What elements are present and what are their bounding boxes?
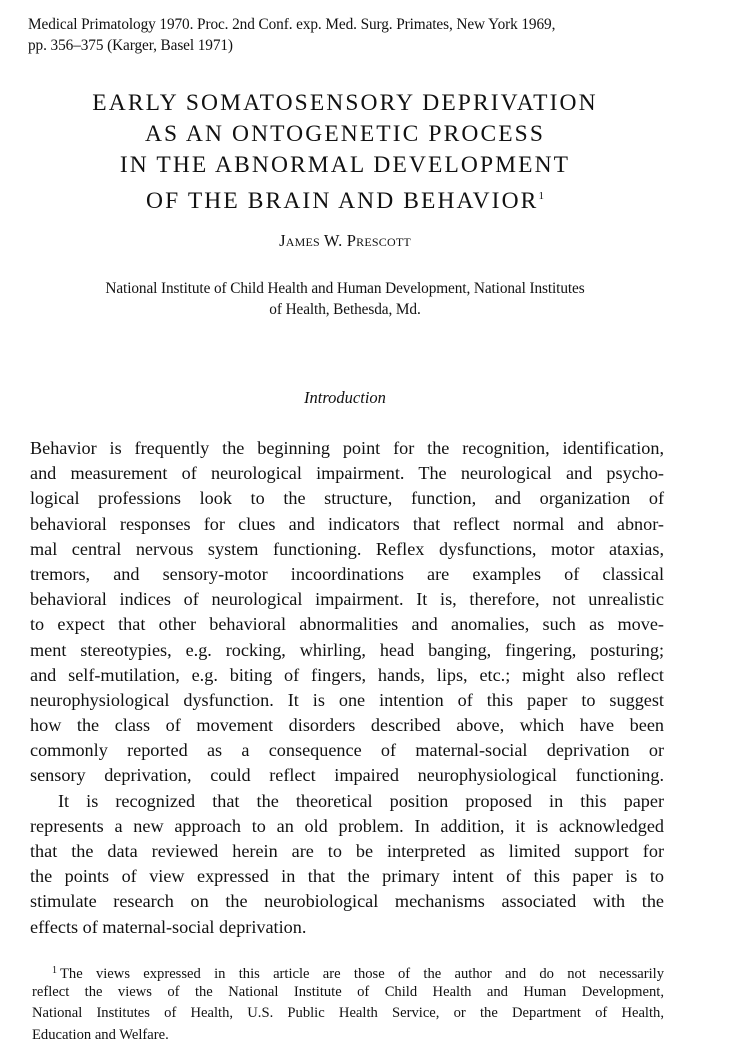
- text-line: how the class of movement disorders described above, which have been: [30, 715, 664, 736]
- text-line: represents a new approach to an old problem. In addition, it is acknowledged: [30, 815, 664, 836]
- text-line: logical professions look to the structure, function, and organization of: [30, 488, 664, 509]
- footnote-line: National Institutes of Health, U.S. Public Health Service, or the Department of Health,: [32, 1005, 664, 1021]
- text-line: Behavior is frequently the beginning point for the recognition, identification,: [30, 438, 664, 458]
- text-line: commonly reported as a consequence of maternal-social deprivation or: [30, 740, 664, 761]
- text-line: ment stereotypies, e.g. rocking, whirling, head banging, fingering, posturing;: [30, 639, 664, 660]
- title-line: EARLY SOMATOSENSORY DEPRIVATION: [92, 90, 598, 116]
- footnote-line-text: The views expressed in this article are those of the author and do not necessarily: [60, 966, 664, 982]
- text-line: mal central nervous system functioning. Reflex dysfunctions, motor ataxias,: [30, 538, 664, 559]
- title-line-text: OF THE BRAIN AND BEHAVIOR: [146, 188, 539, 214]
- author-name: James W. Prescott: [279, 231, 411, 250]
- text-line: effects of maternal-social deprivation.: [30, 916, 307, 937]
- text-line: behavioral indices of neurological impairment. It is, therefore, not unrealistic: [30, 589, 664, 610]
- citation-header: [28, 14, 728, 56]
- footnote: [32, 960, 664, 1046]
- paragraph-1: [30, 436, 664, 789]
- title-line: IN THE ABNORMAL DEVELOPMENT: [119, 152, 571, 178]
- text-line: that the data reviewed herein are to be interpreted as limited support for: [30, 841, 664, 861]
- paper-title: [0, 88, 690, 217]
- footnote-line: Education and Welfare.: [32, 1026, 169, 1043]
- text-line: sensory deprivation, could reflect impaired neurophysiological functioning.: [30, 765, 664, 786]
- text-line: behavioral responses for clues and indicators that reflect normal and abnor-: [30, 513, 664, 534]
- text-line: the points of view expressed in that the primary intent of this paper is to: [30, 866, 664, 887]
- text-line: stimulate research on the neurobiological mechanisms associated with the: [30, 891, 664, 912]
- body-text: [30, 436, 664, 940]
- author-affiliation: [0, 278, 690, 320]
- text-line: It is recognized that the theoretical position proposed in this paper: [58, 790, 664, 811]
- text-line: to expect that other behavioral abnormalities and anomalies, such as move-: [30, 614, 664, 635]
- footnote-line: reflect the views of the National Institute of Child Health and Human Development,: [32, 983, 664, 1000]
- paragraph-2: [30, 789, 664, 940]
- footnote-marker: 1: [52, 965, 57, 976]
- citation-line: pp. 356–375 (Karger, Basel 1971): [28, 37, 233, 54]
- title-line: AS AN ONTOGENETIC PROCESS: [144, 121, 546, 147]
- text-line: tremors, and sensory-motor incoordinations are examples of classical: [30, 563, 664, 584]
- footnote-line: [32, 960, 664, 982]
- section-heading-introduction: Introduction: [304, 388, 386, 407]
- affiliation-line: National Institute of Child Health and Human Development, National Institutes: [105, 280, 585, 297]
- title-line-last: [0, 181, 690, 217]
- text-line: and measurement of neurological impairment. The neurological and psycho-: [30, 463, 664, 484]
- text-line: neurophysiological dysfunction. It is one intention of this paper to suggest: [30, 689, 664, 710]
- citation-line: Medical Primatology 1970. Proc. 2nd Conf. exp. Med. Surg. Primates, New York 1969,: [28, 16, 556, 33]
- text-line: and self-mutilation, e.g. biting of fingers, hands, lips, etc.; might also reflect: [30, 664, 664, 685]
- title-footnote-marker: 1: [538, 190, 544, 202]
- affiliation-line: of Health, Bethesda, Md.: [269, 301, 421, 318]
